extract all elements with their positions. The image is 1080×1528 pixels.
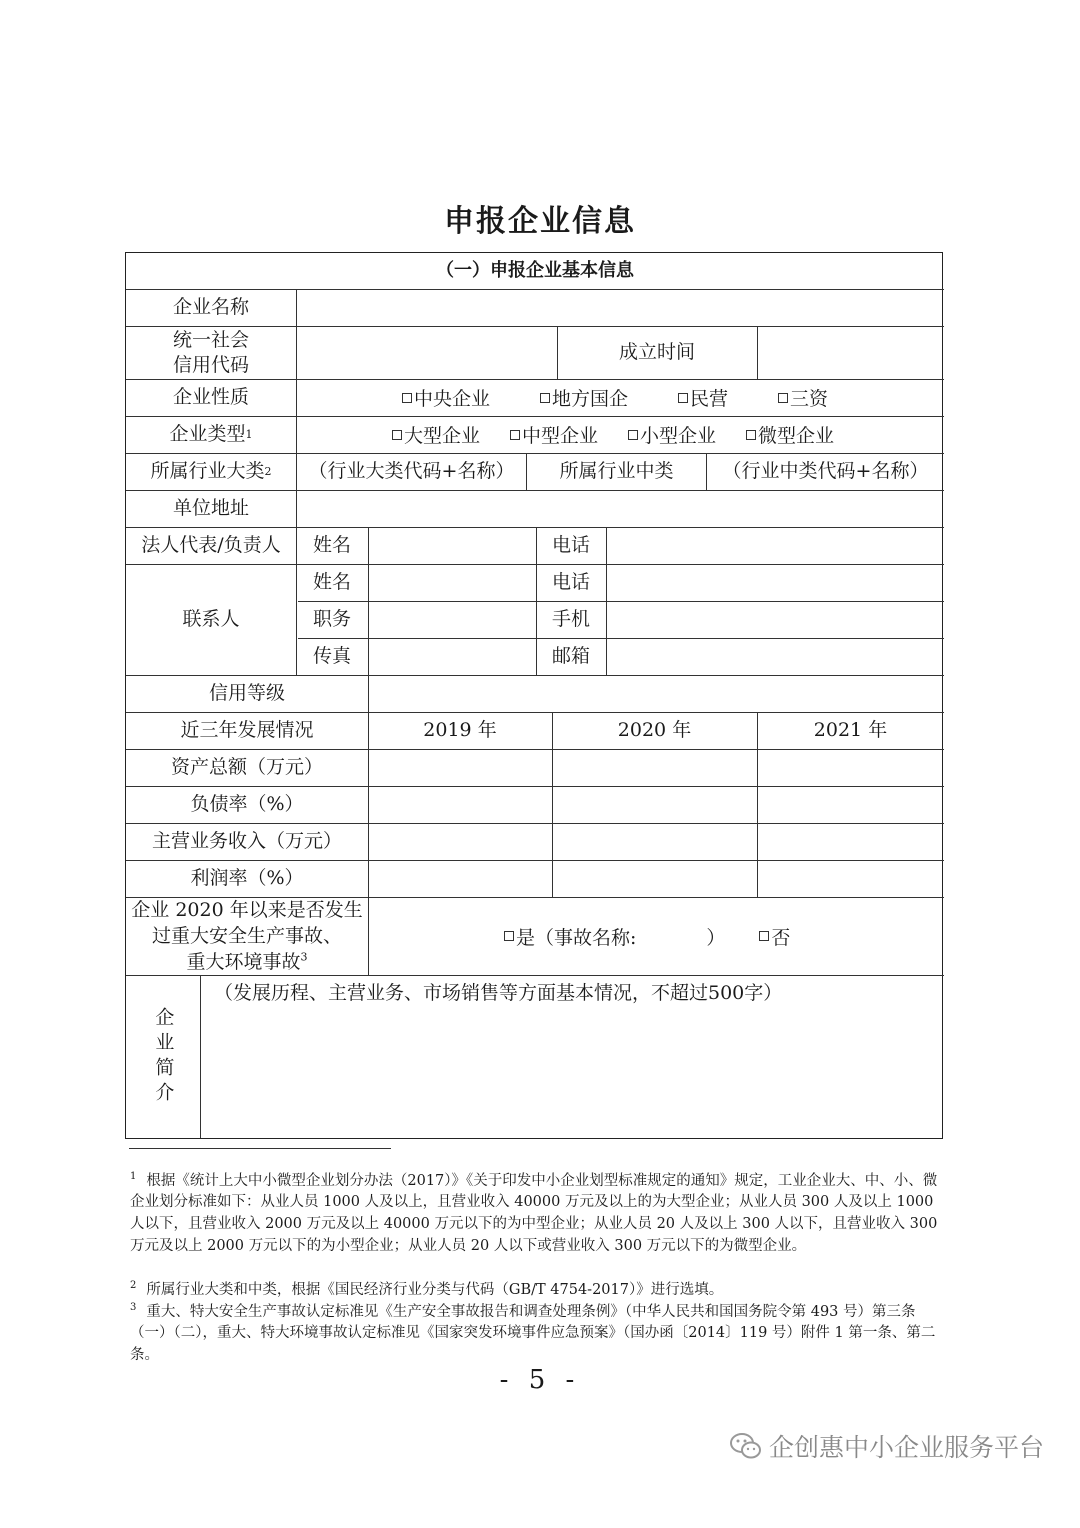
credit-level-field[interactable] [369, 676, 943, 711]
checkbox-icon[interactable] [540, 393, 550, 403]
type-option-medium[interactable] [510, 421, 598, 448]
contact-phone-field[interactable] [607, 565, 943, 600]
contact-fax-field[interactable] [369, 639, 536, 674]
footnote-ref: 3 [300, 950, 308, 964]
address-label: 单位地址 [172, 497, 249, 520]
nature-label: 企业性质 [172, 386, 249, 409]
profit-rate-2019-field[interactable] [369, 861, 551, 896]
section-title: （一）申报企业基本信息 [436, 260, 634, 282]
nature-option-label: 地方国企 [552, 388, 629, 410]
established-field[interactable] [758, 327, 943, 378]
accident-option-no[interactable] [759, 923, 790, 950]
revenue-2020-field[interactable] [553, 824, 756, 859]
development-label: 近三年发展情况 [180, 719, 314, 742]
type-option-label: 微型企业 [758, 425, 835, 447]
company-name-label: 企业名称 [172, 296, 249, 319]
accident-yes-close: ） [706, 926, 726, 949]
industry-mid-field[interactable]: （行业中类代码+名称） [722, 460, 929, 483]
legal-rep-phone-field[interactable] [607, 528, 943, 563]
nature-options [402, 379, 828, 416]
page-title: 申报企业信息 [444, 204, 636, 239]
nature-option-label: 民营 [690, 388, 729, 410]
type-option-label: 小型企业 [640, 425, 717, 447]
profile-label: 企业简介 [152, 1006, 175, 1107]
debt-ratio-label: 负债率（%） [190, 793, 304, 816]
legal-rep-name-label: 姓名 [312, 534, 351, 557]
profit-rate-2020-field[interactable] [553, 861, 756, 896]
contact-mobile-label: 手机 [551, 608, 590, 631]
profit-rate-label: 利润率（%） [190, 867, 304, 890]
nature-option-foreign[interactable] [778, 384, 828, 411]
contact-email-label: 邮箱 [551, 645, 590, 668]
checkbox-icon[interactable] [504, 931, 514, 941]
profile-hint: （发展历程、主营业务、市场销售等方面基本情况，不超过500字） [214, 982, 783, 1004]
checkbox-icon[interactable] [510, 430, 520, 440]
accident-label-line1: 企业 2020 年以来是否发生 [131, 899, 363, 921]
page-number: - 5 - [499, 1365, 581, 1395]
debt-ratio-2020-field[interactable] [553, 787, 756, 822]
nature-option-private[interactable] [678, 384, 728, 411]
industry-mid-label: 所属行业中类 [559, 460, 674, 483]
credit-code-label [126, 326, 296, 379]
footnote-1 [130, 1166, 944, 1257]
legal-rep-label: 法人代表/负责人 [141, 534, 281, 557]
credit-level-label: 信用等级 [208, 682, 285, 705]
nature-option-label: 中央企业 [414, 388, 491, 410]
contact-name-label: 姓名 [312, 571, 351, 594]
checkbox-icon[interactable] [678, 393, 688, 403]
industry-major-field[interactable]: （行业大类代码+名称） [308, 460, 515, 483]
contact-label: 联系人 [182, 608, 240, 631]
accident-label-line3-wrap [186, 949, 307, 975]
contact-position-field[interactable] [369, 602, 536, 637]
industry-major-label-text: 所属行业大类 [150, 460, 265, 483]
footnote-number: 2 [130, 1280, 137, 1291]
contact-name-field[interactable] [369, 565, 536, 600]
company-name-field[interactable] [297, 290, 943, 325]
checkbox-icon[interactable] [746, 430, 756, 440]
accident-no-label: 否 [771, 926, 791, 949]
accident-label-line2: 过重大安全生产事故、 [151, 925, 342, 947]
legal-rep-phone-label: 电话 [551, 534, 590, 557]
footnote-text: 重大、特大安全生产事故认定标准见《生产安全事故报告和调查处理条例》（中华人民共和国国务院令第 493 号）第三条（一）（二），重大、特大环境事故认定标准见《国家突发环境事件应急预案》（国办函〔2014〕119 号）附件 1 第一条、第二条。 [130, 1303, 936, 1364]
credit-code-label-line1: 统一社会 [172, 328, 249, 351]
year-2019: 2019 年 [423, 719, 497, 742]
total-assets-2020-field[interactable] [553, 750, 756, 785]
checkbox-icon[interactable] [402, 393, 412, 403]
credit-code-label-line2: 信用代码 [172, 353, 249, 376]
profile-label-cell [126, 975, 200, 1138]
watermark-text: 企创惠中小企业服务平台 [768, 1433, 1044, 1462]
checkbox-icon[interactable] [778, 393, 788, 403]
established-label: 成立时间 [618, 341, 695, 364]
accident-label-line3: 重大环境事故 [186, 951, 301, 973]
legal-rep-name-field[interactable] [369, 528, 536, 563]
type-label: 企业类型 1 [169, 423, 253, 446]
checkbox-icon[interactable] [759, 931, 769, 941]
debt-ratio-2021-field[interactable] [758, 787, 943, 822]
nature-option-label: 三资 [790, 388, 829, 410]
total-assets-label: 资产总额（万元） [170, 756, 323, 779]
type-option-small[interactable] [628, 421, 716, 448]
revenue-2021-field[interactable] [758, 824, 943, 859]
footnote-number: 3 [130, 1302, 137, 1313]
contact-fax-label: 传真 [312, 645, 351, 668]
type-option-label: 中型企业 [522, 425, 599, 447]
type-option-micro[interactable] [746, 421, 834, 448]
type-options [392, 416, 834, 453]
enterprise-info-form [125, 252, 943, 1139]
type-option-large[interactable] [392, 421, 480, 448]
credit-code-field[interactable] [297, 327, 556, 378]
checkbox-icon[interactable] [628, 430, 638, 440]
footnote-number: 1 [130, 1171, 137, 1182]
checkbox-icon[interactable] [392, 430, 402, 440]
total-assets-2019-field[interactable] [369, 750, 551, 785]
accident-option-yes[interactable] [504, 923, 636, 950]
footnote-3 [130, 1297, 944, 1367]
industry-major-label: 所属行业大类 2 [150, 460, 272, 483]
watermark [729, 1428, 1044, 1464]
footnote-separator [129, 1148, 391, 1149]
accident-yes-label: 是（事故名称: [516, 926, 637, 949]
type-option-label: 大型企业 [404, 425, 481, 447]
footnote-text: 所属行业大类和中类，根据《国民经济行业分类与代码（GB/T 4754-2017）》进行选填。 [146, 1281, 724, 1298]
accident-label [126, 897, 368, 975]
accident-options [504, 897, 790, 975]
footnote-text: 根据《统计上大中小微型企业划分办法（2017）》《关于印发中小企业划型标准规定的通知》规定，工业企业大、中、小、微企业划分标准如下：从业人员 1000 人及以上，且营业收入 40000 万元及以上的为大型企业；从业人员 300 人及以上 1000 人以下，且营业收入 2000 万元及以上 40000 万元以下的为中型企业；从业人员 20 人及以上 300 人以下，且营业收入 300 万元及以上 2000 万元以下的为小型企业；从业人员 20 人以下或营业收入 300 万元以下的为微型企业。 [130, 1172, 938, 1254]
wechat-icon [729, 1431, 763, 1461]
revenue-label: 主营业务收入（万元） [151, 830, 342, 853]
nature-option-local[interactable] [540, 384, 628, 411]
year-2020: 2020 年 [617, 719, 692, 742]
contact-position-label: 职务 [312, 608, 351, 631]
nature-option-central[interactable] [402, 384, 490, 411]
type-label-text: 企业类型 [169, 423, 246, 446]
contact-phone-label: 电话 [551, 571, 590, 594]
profile-textarea[interactable] [201, 1009, 943, 1137]
contact-mobile-field[interactable] [607, 602, 943, 637]
contact-email-field[interactable] [607, 639, 943, 674]
profit-rate-2021-field[interactable] [758, 861, 943, 896]
address-field[interactable] [297, 491, 943, 526]
revenue-2019-field[interactable] [369, 824, 551, 859]
total-assets-2021-field[interactable] [758, 750, 943, 785]
debt-ratio-2019-field[interactable] [369, 787, 551, 822]
year-2021: 2021 年 [813, 719, 888, 742]
